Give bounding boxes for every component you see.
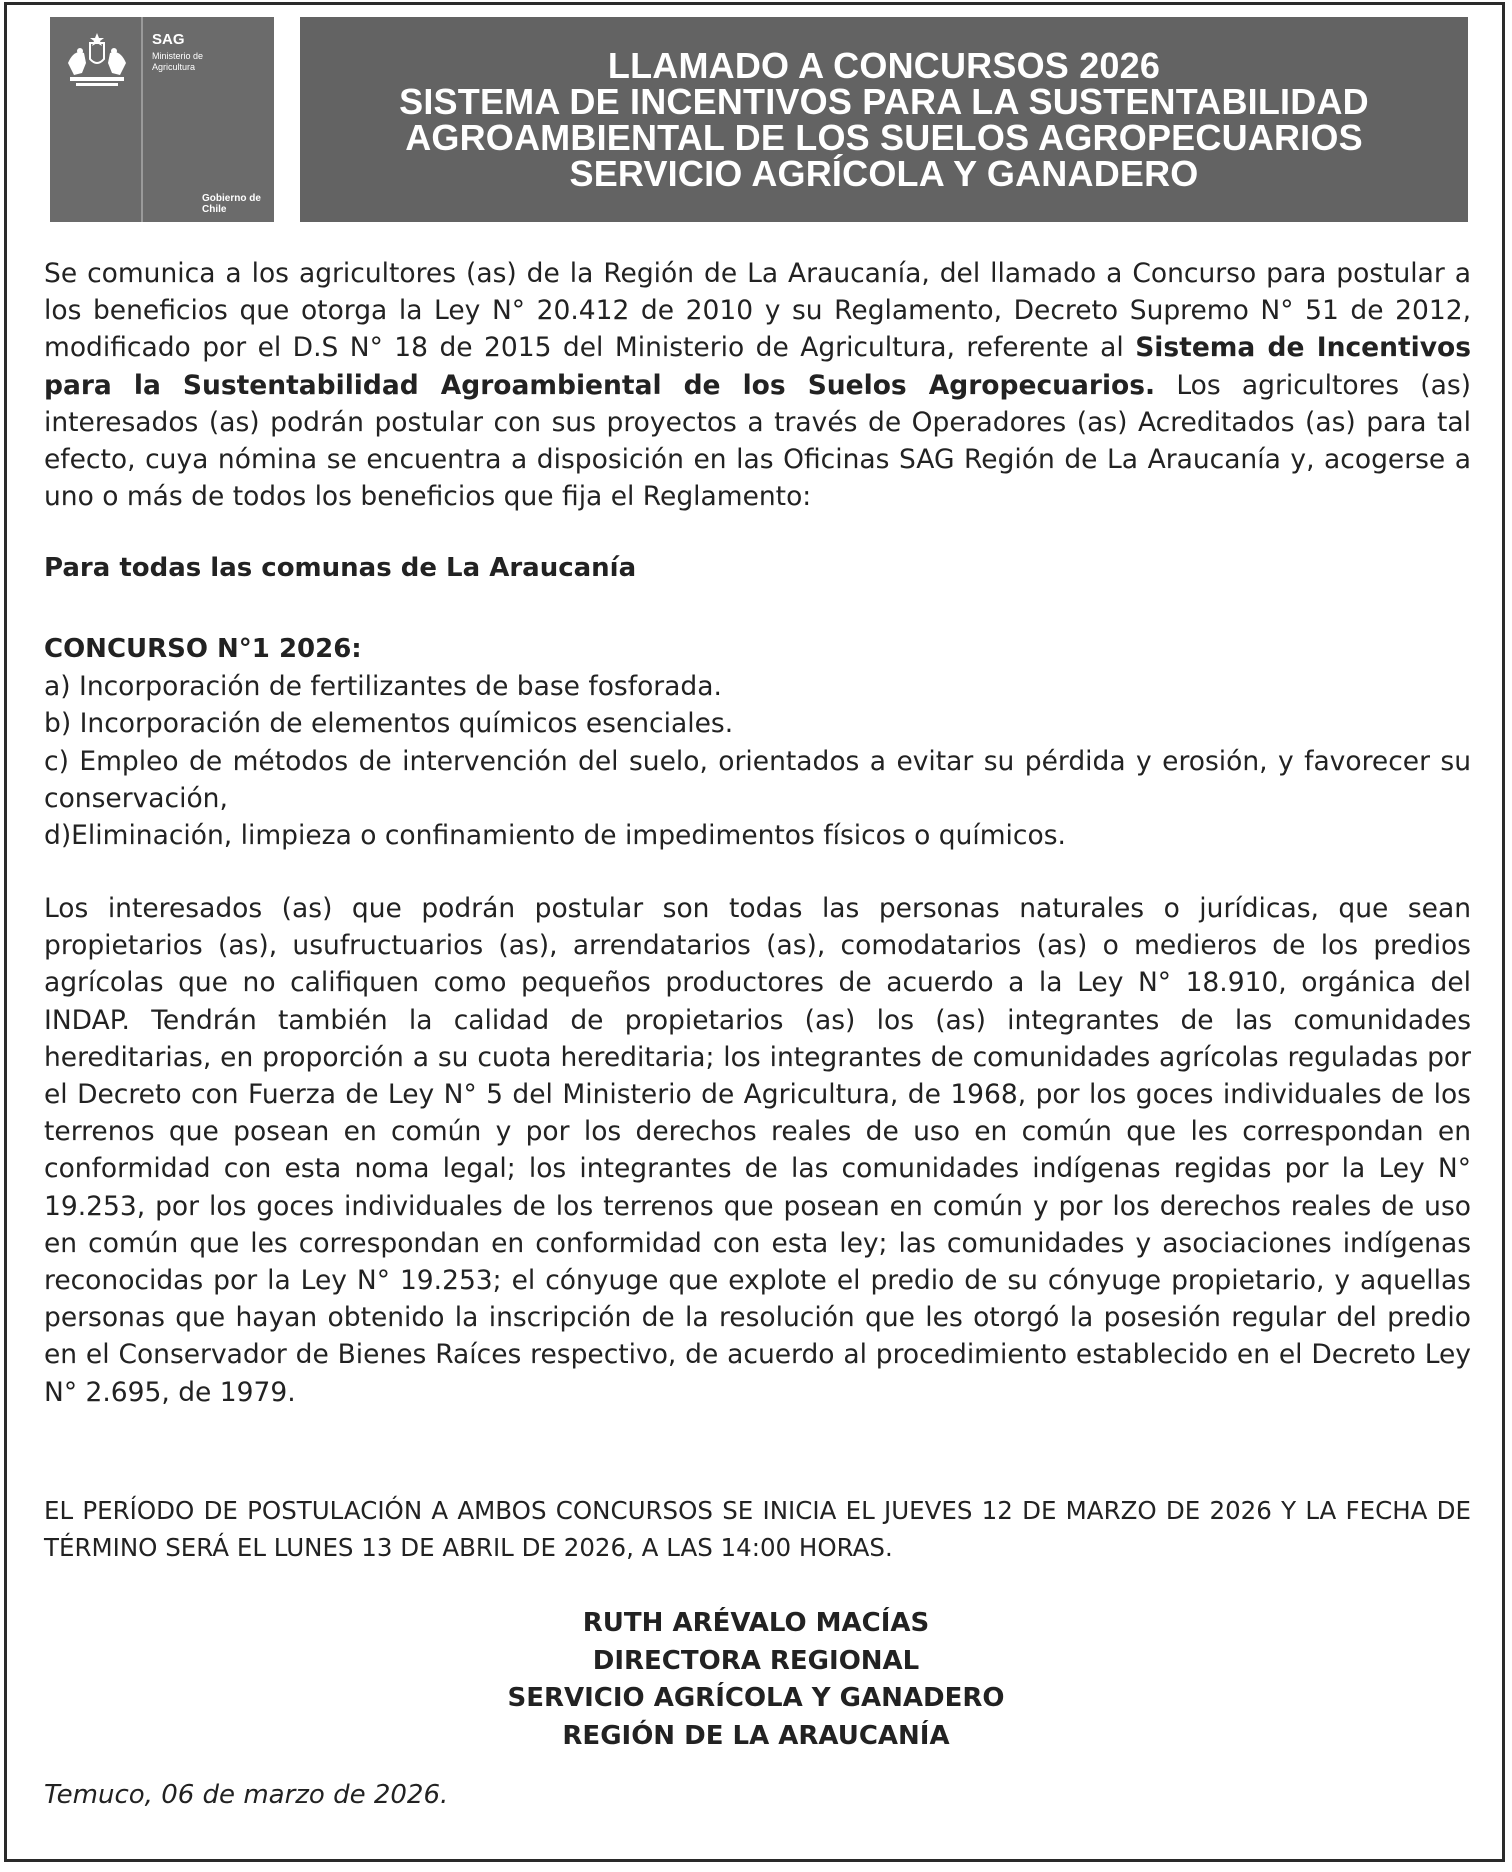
signatory-region: REGIÓN DE LA ARAUCANÍA (562, 1720, 950, 1751)
header-line-3: AGROAMBIENTAL DE LOS SUELOS AGROPECUARIOS (405, 116, 1363, 158)
signatory-name: RUTH ARÉVALO MACÍAS (582, 1608, 930, 1638)
header-banner (300, 17, 1468, 222)
header-line-2: SISTEMA DE INCENTIVOS PARA LA SUSTENTABILIDAD (399, 80, 1369, 122)
application-period: EL PERÍODO DE POSTULACIÓN A AMBOS CONCURSOS SE INICIA EL JUEVES 12 DE MARZO DE 2026 Y LA FECHA DE TÉRMINO SERÁ EL LUNES 13 DE ABRIL DE 2026, A LAS 14:00 HORAS. (44, 1496, 1471, 1562)
signature-block (0, 1605, 1512, 1755)
contest-section (44, 631, 1471, 854)
intro-bold-text: Sistema de Incentivos para la Sustentabilidad Agroambiental de los Suelos Agropecuarios. (44, 332, 1471, 401)
ministry-label: Ministerio de Agricultura (152, 51, 204, 72)
sag-logo (50, 17, 274, 222)
eligibility-paragraph: Los interesados (as) que podrán postular son todas las personas naturales o jurídicas, que sean propietarios (as), usufructuarios (as), arrendatarios (as), comodatarios (as) o medieros de los predios agrícolas que no califiquen como pequeños productores de acuerdo a la Ley N° 18.910, orgánica del INDAP. Tendrán también la calidad de propietarios (as) los (as) integrantes de las comunidades hereditarias, en proporción a su cuota hereditaria; los integrantes de comunidades agrícolas reguladas por el Decreto con Fuerza de Ley N° 5 del Ministerio de Agricultura, de 1968, por los goces individuales de los terrenos que posean en común y por los derechos reales de uso en común que les correspondan en conformidad con esta noma legal; los integrantes de las comunidades indígenas regidas por la Ley N° 19.253, por los goces individuales de los terrenos que posean en común y por los derechos reales de uso en común que les correspondan en conformidad con esta ley; las comunidades y asociaciones indígenas reconocidas por la Ley N° 19.253; el cónyuge que explote el predio de su cónyuge propietario, y aquellas personas que hayan obtenido la inscripción de la resolución que les otorgó la posesión regular del predio en el Conservador de Bienes Raíces respectivo, de acuerdo al procedimiento establecido en el Decreto Ley N° 2.695, de 1979. (44, 893, 1471, 1408)
logo-divider (141, 17, 143, 222)
subheading: Para todas las comunas de La Araucanía (44, 553, 637, 583)
sag-brand: SAG (152, 31, 185, 48)
contest-title: CONCURSO N°1 2026: (44, 634, 362, 664)
intro-text-1: Se comunica a los agricultores (as) de la Región de La Araucanía, del llamado a Concurso para postular a los beneficios que otorga la Ley N° 20.412 de 2010 y su Reglamento, Decreto Supremo N° 51 de 2012, modificado por el D.S N° 18 de 2015 del Ministerio de Agricultura, referente al (44, 258, 1471, 364)
contest-item: b) Incorporación de elementos químicos esenciales. (44, 708, 734, 740)
contest-item: a) Incorporación de fertilizantes de base fosforada. (44, 671, 722, 703)
signatory-service: SERVICIO AGRÍCOLA Y GANADERO (507, 1683, 1005, 1713)
contest-item: c) Empleo de métodos de intervención del suelo, orientados a evitar su pérdida y erosión, y favorecer su conservación, (44, 745, 1471, 814)
intro-text-2: Los agricultores (as) interesados (as) podrán postular con sus proyectos a través de Operadores (as) Acreditados (as) para tal efecto, cuya nómina se encuentra a disposición en las Oficinas SAG Región de La Araucanía y, acogerse a uno o más de todos los beneficios que fija el Reglamento: (44, 369, 1471, 513)
contest-item: d)Eliminación, limpieza o confinamiento de impedimentos físicos o químicos. (44, 820, 1066, 852)
signatory-role: DIRECTORA REGIONAL (592, 1645, 920, 1676)
header-line-1: LLAMADO A CONCURSOS 2026 (607, 44, 1161, 86)
intro-paragraph (44, 255, 1471, 515)
coat-of-arms-icon (60, 29, 134, 89)
place-date: Temuco, 06 de marzo de 2026. (44, 1780, 449, 1810)
government-label: Gobierno de Chile (202, 193, 261, 215)
header-line-4: SERVICIO AGRÍCOLA Y GANADERO (569, 152, 1199, 194)
